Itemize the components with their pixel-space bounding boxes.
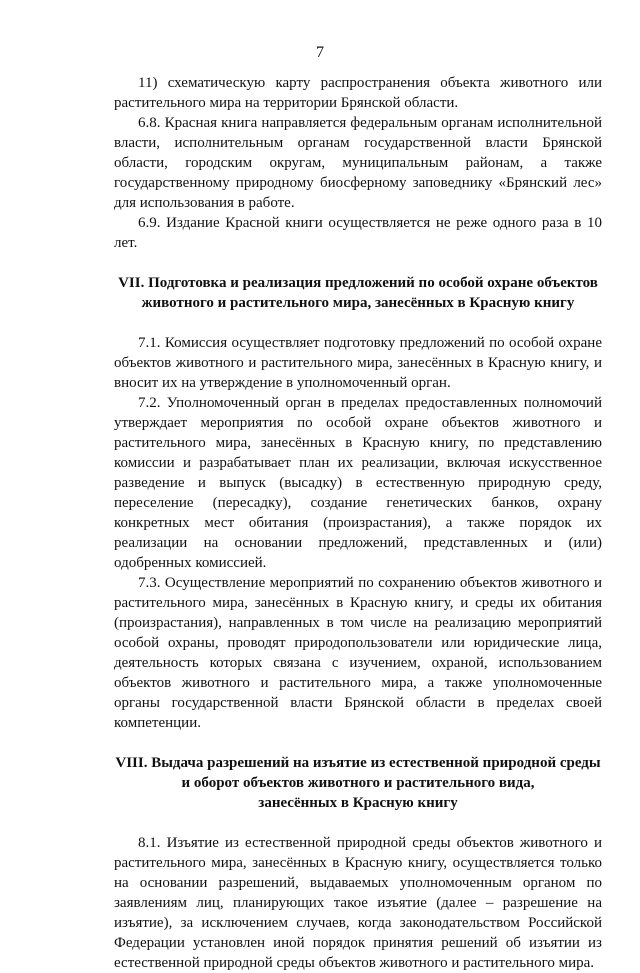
section-7-heading [114,273,602,313]
section-8-heading [114,753,602,813]
section-8-heading-line2: и оборот объектов животного и растительного вида, [181,775,535,791]
page-number: 7 [316,44,324,61]
paragraph-6-8: 6.8. Красная книга направляется федеральным органам исполнительной власти, исполнительным органам государственной власти Брянской области, городским округам, муниципальным районам, а также государственному природному биосферному заповеднику «Брянский лес» для использования в работе. [114,115,602,211]
paragraph-6-9: 6.9. Издание Красной книги осуществляется не реже одного раза в 10 лет. [114,215,602,251]
section-8-heading-line1: VIII. Выдача разрешений на изъятие из естественной природной среды [115,755,601,771]
paragraph-7-3: 7.3. Осуществление мероприятий по сохранению объектов животного и растительного мира, занесённых в Красную книгу, и среды их обитания (произрастания), направленных в том числе на реализацию мероприятий особой охраны, проводят природопользователи или юридические лица, деятельность которых связана с изучением, охраной, использованием объектов животного и растительного мира, а также уполномоченные органы государственной власти Брянской области в пределах своей компетенции. [114,575,602,731]
paragraph-7-2: 7.2. Уполномоченный орган в пределах предоставленных полномочий утверждает мероприятия по особой охране объектов животного и растительного мира, занесённых в Красную книгу, по представлению комиссии и разрабатывает план их реализации, включая искусственное разведение и выпуск (высадку) в естественную природную среду, переселение (пересадку), создание генетических банков, охрану конкретных мест обитания (произрастания), а также порядок их реализации на основании предложений, представленных и (или) одобренных комиссией. [114,395,602,571]
section-7-heading-line2: животного и растительного мира, занесённых в Красную книгу [141,295,575,311]
paragraph-8-1: 8.1. Изъятие из естественной природной среды объектов животного и растительного мира, занесённых в Красную книгу, осуществляется только на основании разрешений, выдаваемых уполномоченным органом по заявлениям лиц, планирующих такое изъятие (далее – разрешение на изъятие), за исключением случаев, когда законодательством Российской Федерации установлен иной порядок принятия решений об изъятии из естественной природной среды объектов животного и растительного мира. [114,835,602,971]
section-7-heading-line1: VII. Подготовка и реализация предложений по особой охране объектов [118,275,598,291]
paragraph-7-1: 7.1. Комиссия осуществляет подготовку предложений по особой охране объектов животного и растительного мира, занесённых в Красную книгу, и вносит их на утверждение в уполномоченный орган. [114,335,602,391]
section-8-heading-line3: занесённых в Красную книгу [258,795,458,811]
paragraph-11: 11) схематическую карту распространения объекта животного или растительного мира на территории Брянской области. [114,75,602,111]
document-body [114,73,602,973]
